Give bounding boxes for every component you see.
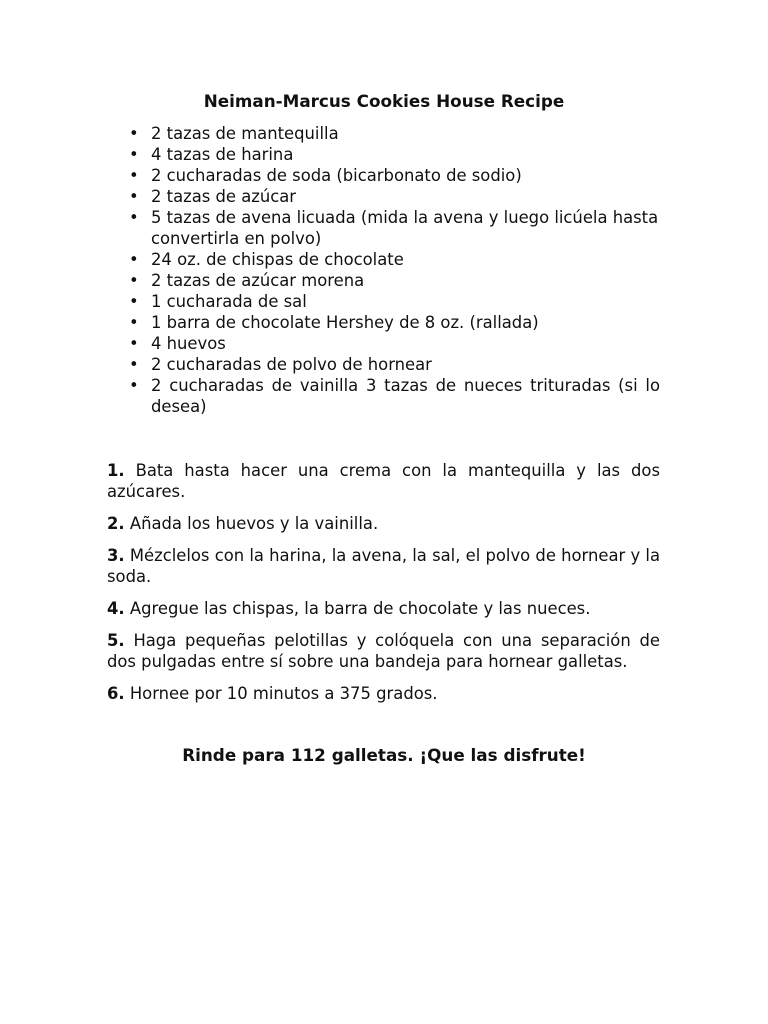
ingredient-item (107, 333, 660, 354)
bullet-icon: • (129, 208, 139, 227)
step-number: 4. (107, 599, 125, 618)
bullet-icon: • (129, 187, 139, 206)
ingredient-item (107, 354, 660, 375)
ingredient-item (107, 186, 660, 207)
closing-note: Rinde para 112 galletas. ¡Que las disfrute! (182, 745, 586, 765)
instruction-step (107, 598, 660, 619)
instruction-step (107, 513, 660, 534)
instruction-step (107, 545, 660, 587)
step-text: Agregue las chispas, la barra de chocolate y las nueces. (129, 599, 591, 618)
bullet-icon: • (129, 376, 139, 395)
ingredient-item (107, 291, 660, 312)
page-title: Neiman-Marcus Cookies House Recipe (203, 91, 565, 111)
ingredient-item (107, 312, 660, 333)
ingredient-item (107, 375, 660, 417)
instruction-step (107, 460, 660, 502)
ingredient-item (107, 144, 660, 165)
step-number: 1. (107, 461, 125, 480)
step-text: Añada los huevos y la vainilla. (129, 514, 379, 533)
ingredient-item (107, 249, 660, 270)
bullet-icon: • (129, 145, 139, 164)
ingredient-list (107, 123, 660, 417)
step-text: Bata hasta hacer una crema con la mantequilla y las dos azúcares. (107, 461, 660, 501)
ingredient-text: 2 cucharadas de soda (bicarbonato de sodio) (151, 166, 522, 185)
bullet-icon: • (129, 124, 139, 143)
step-text: Haga pequeñas pelotillas y colóquela con una separación de dos pulgadas entre sí sobre una bandeja para hornear galletas. (107, 631, 660, 671)
step-number: 6. (107, 684, 125, 703)
ingredient-text: 24 oz. de chispas de chocolate (151, 250, 404, 269)
bullet-icon: • (129, 355, 139, 374)
ingredient-text: 2 tazas de azúcar morena (151, 271, 365, 290)
instruction-step (107, 630, 660, 672)
bullet-icon: • (129, 250, 139, 269)
ingredient-text: 2 tazas de mantequilla (151, 124, 339, 143)
ingredient-text: 4 tazas de harina (151, 145, 294, 164)
ingredient-text: 1 cucharada de sal (151, 292, 307, 311)
ingredient-item (107, 270, 660, 291)
bullet-icon: • (129, 271, 139, 290)
bullet-icon: • (129, 313, 139, 332)
instruction-step (107, 683, 660, 704)
step-text: Mézclelos con la harina, la avena, la sal, el polvo de hornear y la soda. (107, 546, 661, 586)
step-number: 3. (107, 546, 125, 565)
ingredient-text: 2 tazas de azúcar (151, 187, 297, 206)
ingredient-item (107, 123, 660, 144)
ingredient-text: 2 cucharadas de vainilla 3 tazas de nueces trituradas (si lo desea) (151, 376, 660, 416)
step-number: 2. (107, 514, 125, 533)
bullet-icon: • (129, 292, 139, 311)
step-text: Hornee por 10 minutos a 375 grados. (129, 684, 438, 703)
bullet-icon: • (129, 166, 139, 185)
bullet-icon: • (129, 334, 139, 353)
ingredient-text: 1 barra de chocolate Hershey de 8 oz. (rallada) (151, 313, 539, 332)
ingredient-item (107, 207, 660, 249)
instruction-steps (107, 460, 660, 715)
ingredient-text: 2 cucharadas de polvo de hornear (151, 355, 432, 374)
ingredient-text: 4 huevos (151, 334, 226, 353)
ingredient-item (107, 165, 660, 186)
ingredient-text: 5 tazas de avena licuada (mida la avena y luego licúela hasta convertirla en polvo) (151, 208, 659, 248)
step-number: 5. (107, 631, 125, 650)
